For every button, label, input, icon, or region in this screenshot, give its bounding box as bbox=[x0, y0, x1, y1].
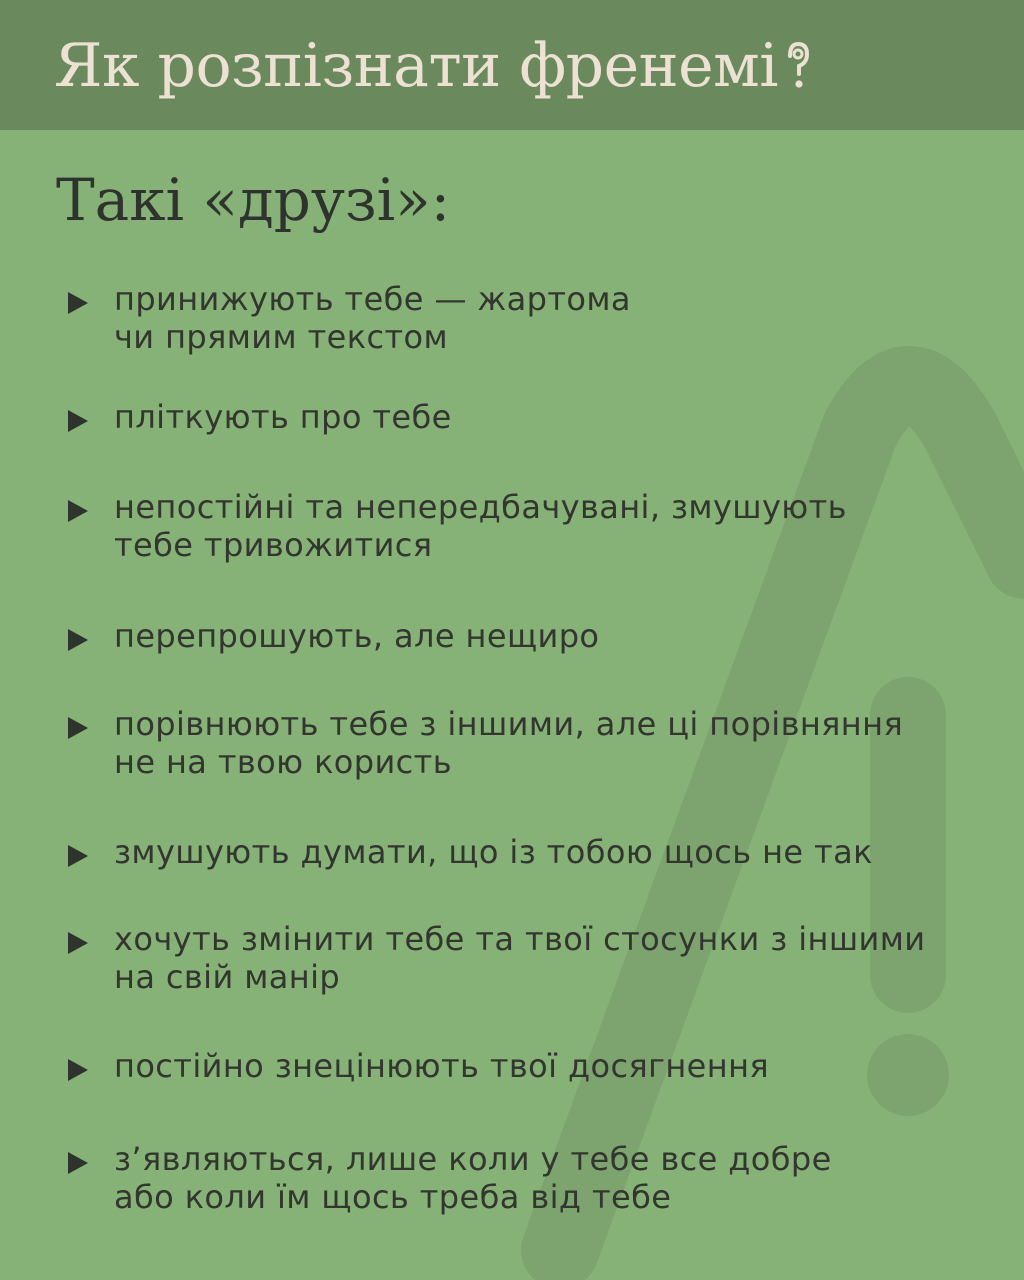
page-title bbox=[54, 26, 812, 106]
list-item-text: змушують думати, що із тобою щось не так bbox=[114, 833, 873, 871]
triangle-right-icon bbox=[68, 717, 88, 739]
page-title-text: Як розпізнати френемі bbox=[54, 31, 778, 101]
triangle-right-icon bbox=[68, 845, 88, 867]
triangle-right-icon bbox=[68, 292, 88, 314]
header-bar bbox=[0, 0, 1024, 130]
triangle-right-icon bbox=[68, 629, 88, 651]
section-subtitle: Такі «друзі»: bbox=[56, 166, 451, 234]
list-item-text: хочуть змінити тебе та твої стосунки з іншими на свій манір bbox=[114, 920, 926, 996]
triangle-right-icon bbox=[68, 500, 88, 522]
triangle-right-icon bbox=[68, 1059, 88, 1081]
list-item-text: принижують тебе — жартома чи прямим текстом bbox=[114, 280, 631, 356]
list-item-text: пліткують про тебе bbox=[114, 398, 452, 436]
triangle-right-icon bbox=[68, 1152, 88, 1174]
question-mark-icon bbox=[782, 36, 812, 92]
list-item-text: порівнюють тебе з іншими, але ці порівняння не на твою користь bbox=[114, 705, 904, 781]
triangle-right-icon bbox=[68, 932, 88, 954]
list-item-text: перепрошують, але нещиро bbox=[114, 617, 600, 655]
list-item-text: непостійні та непередбачувані, змушують тебе тривожитися bbox=[114, 488, 847, 564]
triangle-right-icon bbox=[68, 410, 88, 432]
list-item-text: постійно знецінюють твої досягнення bbox=[114, 1047, 770, 1085]
list-item-text: з’являються, лише коли у тебе все добре або коли їм щось треба від тебе bbox=[114, 1140, 832, 1216]
